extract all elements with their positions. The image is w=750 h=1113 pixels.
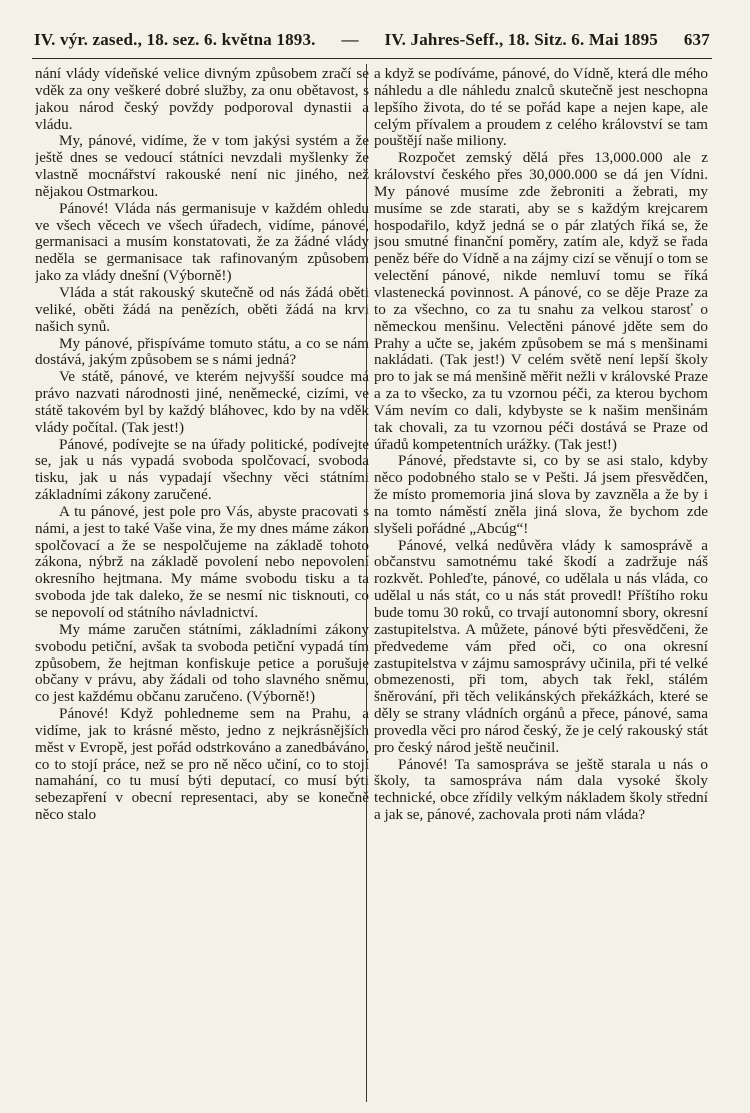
page-number: 637 (683, 30, 710, 49)
paragraph: Pánové! Ta samospráva se ještě starala u nás o školy, ta samospráva nám dala vysoké školy technické, obce zřídily velkým nákladem školy střední a jak se, pánové, zachovala proti nám vláda? (374, 755, 708, 824)
paragraph: My, pánové, vidíme, že v tom jakýsi systém a že ještě dnes se vedoucí státníci nevzdali myšlenky že vlastně mocnářství rakouské není nic jiného, než nějakou Ostmarkou. (35, 132, 369, 200)
paragraph: My máme zaručen státními, základními zákony svobodu petiční, avšak ta svoboda petiční vypadá tím způsobem, že hejtman konfiskuje petice a porušuje občany v právu, aby žádali od toho slavného sněmu, co jest každému občanu zaručeno. (Výborně!) (35, 620, 369, 706)
paragraph: Vláda a stát rakouský skutečně od nás žádá oběti veliké, oběti žádá na penězích, oběti žádá na krvi našich synů. (35, 283, 369, 335)
header-separator: — (341, 30, 359, 49)
running-header (34, 30, 710, 56)
paragraph: nání vlády vídeňské velice divným způsobem zračí se vděk za onу veškeré dobré služby, za onu obětavost, s jakou národ český povždy podporoval dynastii a vládu. (35, 66, 369, 133)
paragraph: A tu pánové, jest pole pro Vás, abyste pracovati s námi, a jest to také Vaše vina, že my dnes máme zákon spolčovací a že se nespolčujeme na základě tohoto zákona, nýbrž na základě povolení nebo nepovolení okresního hejtmana. My máme svobodu tisku a ta svoboda jde tak daleko, že se nesmí nic tisknouti, co se nepovolí od státního návladnictví. (35, 502, 369, 621)
column-divider (366, 64, 367, 1102)
paragraph: a když se podíváme, pánové, do Vídně, která dle mého náhledu a dle náhledu znalců skutečně jest neschopna lepšího života, do té se pořád kape a nejen kape, ale celým přívalem a proudem z celého království se tam pouštějí naše miliony. (374, 66, 708, 150)
paragraph: Ve státě, pánové, ve kterém nejvyšší soudce má právo nazvati národnosti jiné, neněmecké, cizími, ve státě takovém byl by každý bláhovec, kdo by na vděk vlády počítal. (Tak jest!) (35, 368, 369, 436)
paragraph: Pánové, velká nedůvěra vlády k samosprávě a občanstvu samotnému také škodí a zadržuje náš rozkvět. Pohleďte, pánové, co udělala u nás vláda, co udělal u nás stát, co u nás stát provedl! Příštího roku bude tomu 30 roků, co trvají autonomní sbory, okresní zastupitelstva. A můžete, pánové býti přesvědčeni, že předvedeme vám před oči, co ona okresní zastupitelstva v zájmu samosprávy učinila, při té velké obmezenosti, při tom, abych tak řekl, stálém šněrování, při těch velikánských překážkách, které se děly se strany vládních orgánů a přece, pánové, sama provedla věci pro národ český, že je celý rakouský stát pro český národ ještě neučinil. (374, 536, 708, 756)
left-column (35, 66, 369, 1106)
paragraph: Rozpočet zemský dělá přes 13,000.000 ale z království českého přes 30,000.000 se dá jen Vídni. My pánové musíme zde žebroniti a žebrati, my musíme se zde starati, aby se s každým krejcarem hospodařilo, když jedná se o pár zlatých říká se, že jsou smutné finanční poměry, zatím ale, když se řada peněz béře do Vídně a na zájmy cizí se věnují o tom se velectění pánové, nikde nemluví tomu se říká vlastenecká povinnost. A pánové, co se děje Praze za to za všechno, co za tu snahu za velkou starosť o německou menšinu. Velectěni pánové jděte sem do Prahy a učte se, jakém způsobem se má s menšinami nakládati. (Tak jest!) V celém světě není lepší školy pro to jak se má menšině měřit nežli v královské Praze a za to všecko, za tu vzornou péči, za kterou bychom Vám nevím co dali, kdybyste se k našim menšinám tak chovali, za tu vzornou péči dostává se Praze od úřadů kompetentních urážky. (Tak jest!) (374, 149, 708, 453)
paragraph: Pánové, podívejte se na úřady politické, podívejte se, jak u nás vypadá svoboda spolčovací, svoboda tisku, jak u nás vypadají všechny věci státními základními zákony zaručené. (35, 435, 369, 504)
right-column (374, 66, 708, 1106)
header-rule (32, 58, 712, 59)
paragraph: Pánové! Když pohledneme sem na Prahu, a vidíme, jak to krásné město, jedno z nejkrásnějších měst v Evropě, jest pořád odstrkováno a zanedbáváno, co to stojí práce, než se pro ně něco učiní, co to stojí namahání, co tu musí býti deputací, co musí býti sebezapření v obecní representaci, aby se konečně něco stalo (35, 705, 369, 824)
header-right: IV. Jahres-Seff., 18. Sitz. 6. Mai 1895 (384, 30, 659, 49)
header-left: IV. výr. zased., 18. sez. 6. května 1893. (34, 30, 316, 49)
paragraph: Pánové, představte si, co by se asi stalo, kdyby něco podobného stalo se v Pešti. Já jsem přesvědčen, že místo promemoria jiná slova by zavzněla a že by i na tomto náměstí zněla jiná slova, že bychom zde slyšeli pořádné „Abcúg“! (374, 452, 708, 537)
paragraph: Pánové! Vláda nás germanisuje v každém ohledu ve všech věcech ve všech úřadech, vidíme, pánové, germanisaci a musím konstatovati, že za žádné vlády neděla se germanisace tak rafinovaným způsobem jako za vlády dnešní (Výborně!) (35, 199, 369, 285)
paragraph: My pánové, přispíváme tomuto státu, a co se nám dostává, jakým způsobem se s námi jedná? (35, 334, 369, 369)
